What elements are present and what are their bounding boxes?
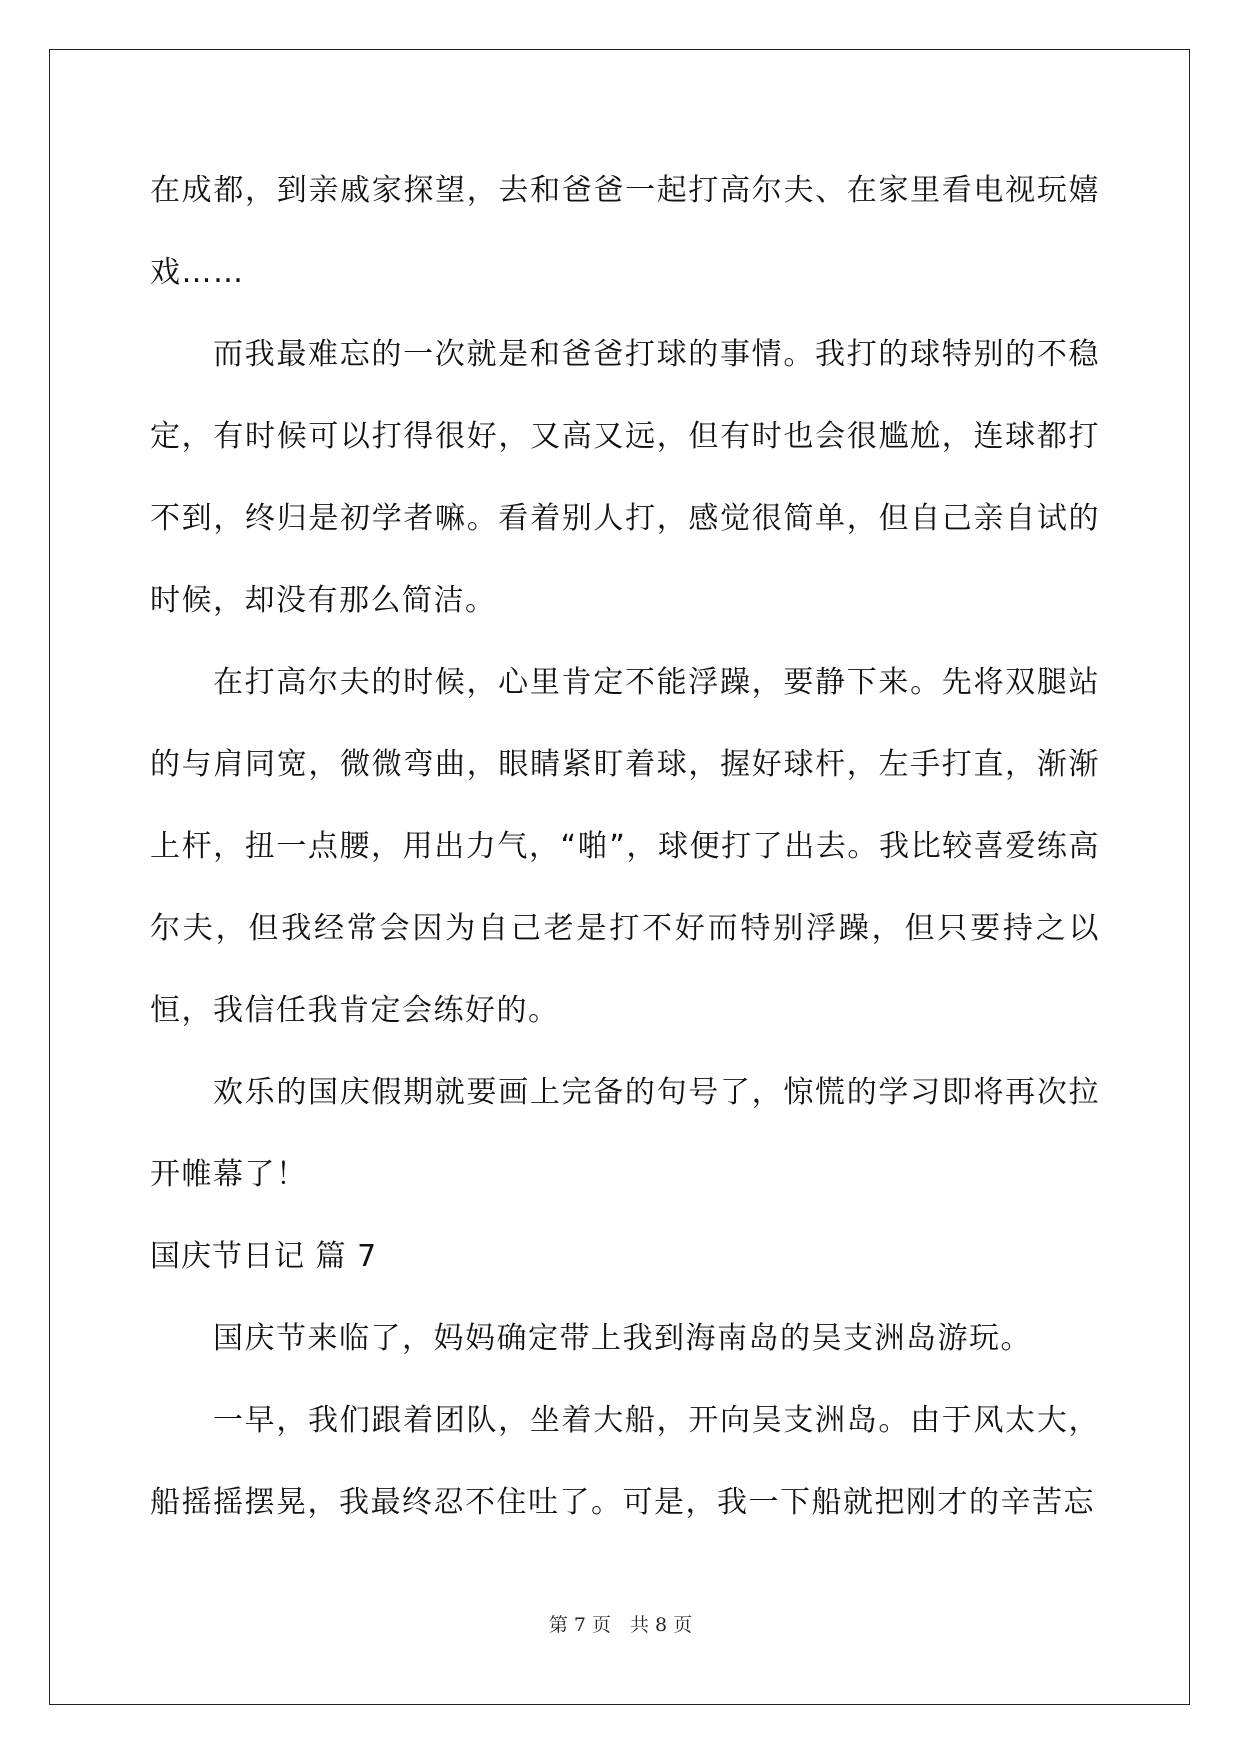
section-heading: 国庆节日记 篇 7 — [150, 1239, 378, 1274]
paragraph-1: 在成都，到亲戚家探望，去和爸爸一起打高尔夫、在家里看电视玩嬉戏…… — [150, 173, 1100, 290]
page-number-footer: 第 7 页 共 8 页 — [548, 1614, 693, 1636]
section-paragraph-1: 国庆节来临了，妈妈确定带上我到海南岛的吴支洲岛游玩。 — [213, 1321, 1032, 1356]
document-body — [150, 150, 1100, 1544]
paragraph-4: 欢乐的国庆假期就要画上完备的句号了，惊慌的学习即将再次拉开帷幕了！ — [150, 1075, 1100, 1192]
section-paragraph-2: 一早，我们跟着团队，坐着大船，开向吴支洲岛。由于风太大，船摇摇摆晃，我最终忍不住吐了。可是，我一下船就把刚才的辛苦忘 — [150, 1403, 1100, 1520]
paragraph-3: 在打高尔夫的时候，心里肯定不能浮躁，要静下来。先将双腿站的与肩同宽，微微弯曲，眼睛紧盯着球，握好球杆，左手打直，渐渐上杆，扭一点腰，用出力气，“啪”，球便打了出去。我比较喜爱练高尔夫，但我经常会因为自己老是打不好而特别浮躁，但只要持之以恒，我信任我肯定会练好的。 — [150, 665, 1100, 1028]
paragraph-2: 而我最难忘的一次就是和爸爸打球的事情。我打的球特别的不稳定，有时候可以打得很好，又高又远，但有时也会很尴尬，连球都打不到，终归是初学者嘛。看着别人打，感觉很简单，但自己亲自试的时候，却没有那么简洁。 — [150, 337, 1100, 618]
